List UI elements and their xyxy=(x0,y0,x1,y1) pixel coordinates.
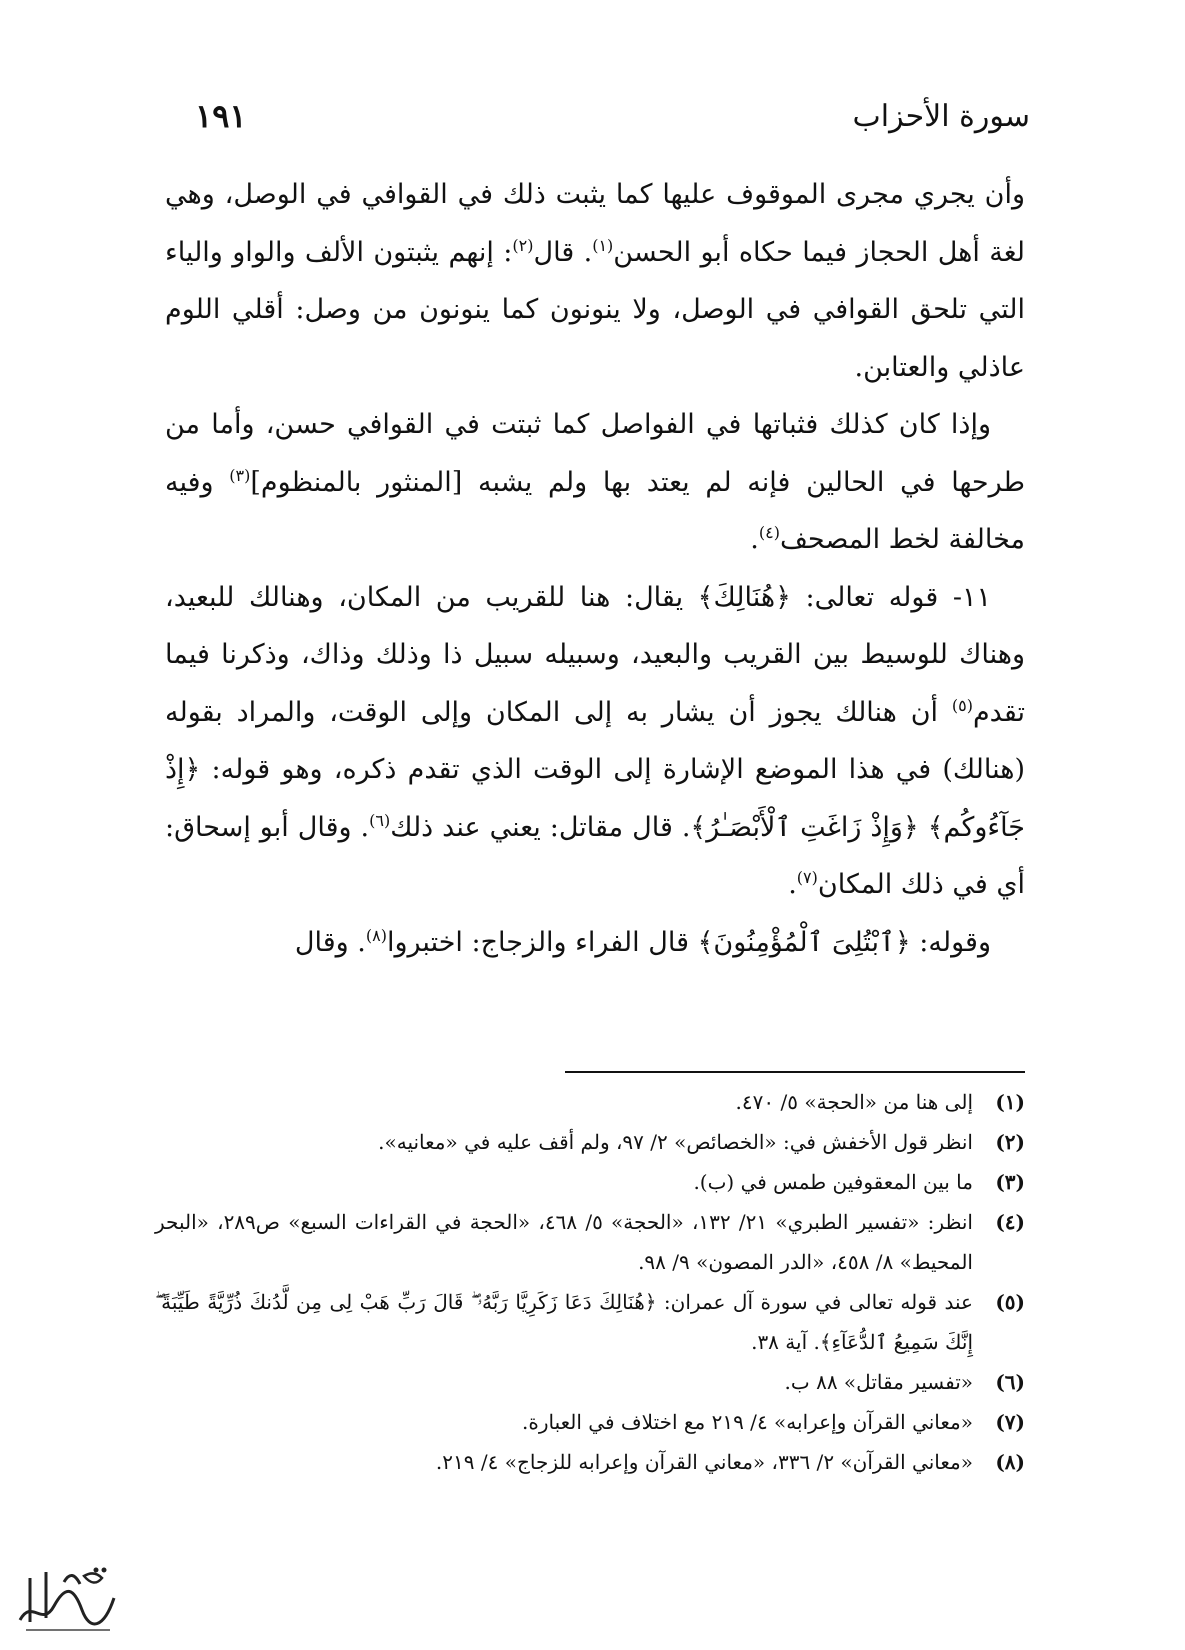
footnote-number: (٥) xyxy=(995,1290,1025,1314)
paragraph-4: وقوله: ﴿ٱبْتُلِىَ ٱلْمُؤْمِنُونَ﴾ قال الفراء والزجاج: اختبروا$^{(٨)}$. وقال xyxy=(294,925,991,958)
footnote-item xyxy=(155,1402,1025,1442)
footnote-text: «تفسير مقاتل» ٨٨ ب. xyxy=(784,1370,973,1394)
footnote-ref-2[interactable]: (٢) xyxy=(512,235,534,255)
footnote-text: «معاني القرآن وإعرابه» ٤/ ٢١٩ مع اختلاف في العبارة. xyxy=(522,1410,973,1434)
calligraphy-stamp-icon xyxy=(12,1558,122,1638)
footnote-number: (٦) xyxy=(995,1370,1025,1394)
footnote-ref-5[interactable]: (٥) xyxy=(951,695,973,715)
footnote-item xyxy=(155,1082,1025,1122)
footnote-ref-8[interactable]: (٨) xyxy=(365,925,387,945)
footnote-item xyxy=(155,1122,1025,1162)
footnote-text: عند قوله تعالى في سورة آل عمران: ﴿هُنَالِكَ دَعَا زَكَرِيَّا رَبَّهُۥ ۖ قَالَ رَبِّ هَبْ لِى مِن لَّدُنكَ ذُرِّيَّةً طَيِّبَةً ۖ إِنَّكَ سَمِيعُ ٱلدُّعَآءِ﴾. آية ٣٨. xyxy=(155,1290,973,1354)
footnote-number: (٢) xyxy=(995,1130,1025,1154)
footnote-text: انظر قول الأخفش في: «الخصائص» ٢/ ٩٧، ولم أقف عليه في «معانيه». xyxy=(378,1130,973,1154)
paragraph-3: ١١- قوله تعالى: ﴿هُنَالِكَ﴾ يقال: هنا للقريب من المكان، وهنالك للبعيد، وهناك للوسيط بين القريب والبعيد، وسبيله سبيل ذا وذلك وذاك، وذكرنا فيما تقدم$^{(٥)}$ أن هنالك يجوز أن يشار به إلى المكان وإلى الوقت، والمراد بقوله (هنالك) في هذا الموضع الإشارة إلى الوقت الذي تقدم ذكره، وهو قوله: ﴿إِذْ جَآءُوكُم﴾ ﴿وَإِذْ زَاغَتِ ٱلْأَبْصَـٰرُ﴾. قال مقاتل: يعني عند ذلك$^{(٦)}$. وقال أبو إسحاق: أي في ذلك المكان$^{(٧)}$. xyxy=(165,581,1025,900)
footnote-item xyxy=(155,1442,1025,1482)
footnotes xyxy=(155,1082,1025,1482)
footnote-text: إلى هنا من «الحجة» ٥/ ٤٧٠. xyxy=(735,1090,973,1114)
footnote-number: (٤) xyxy=(995,1210,1025,1234)
footnote-separator xyxy=(565,1071,1025,1073)
footnote-number: (٣) xyxy=(995,1170,1025,1194)
surah-title: سورة الأحزاب xyxy=(852,98,1030,134)
footnote-number: (١) xyxy=(995,1090,1025,1114)
footnote-text: «معاني القرآن» ٢/ ٣٣٦، «معاني القرآن وإعرابه للزجاج» ٤/ ٢١٩. xyxy=(435,1450,973,1474)
footnote-text: ما بين المعقوفين طمس في (ب). xyxy=(693,1170,973,1194)
footnote-ref-3[interactable]: (٣) xyxy=(229,465,251,485)
footnote-ref-7[interactable]: (٧) xyxy=(796,868,818,887)
footnote-item xyxy=(155,1282,1025,1362)
footnote-ref-1[interactable]: (١) xyxy=(592,235,614,255)
footnote-item xyxy=(155,1202,1025,1282)
page-number: ١٩١ xyxy=(195,97,247,135)
paragraph-1: وأن يجري مجرى الموقوف عليها كما يثبت ذلك في القوافي في الوصل، وهي لغة أهل الحجاز فيما حكاه أبو الحسن$^{(١)}$. قال$^{(٢)}$: إنهم يثبتون الألف والواو والياء التي تلحق القوافي في الوصل، ولا ينونون كما ينونون من وصل: أقلي اللوم عاذلي والعتابن. xyxy=(165,179,1026,383)
footnote-item xyxy=(155,1362,1025,1402)
page-header xyxy=(195,92,1030,140)
main-text xyxy=(165,166,1025,971)
footnote-text: انظر: «تفسير الطبري» ٢١/ ١٣٢، «الحجة» ٥/ ٤٦٨، «الحجة في القراءات السبع» ص٢٨٩، «البحر المحيط» ٨/ ٤٥٨، «الدر المصون» ٩/ ٩٨. xyxy=(155,1210,973,1274)
footnote-ref-4[interactable]: (٤) xyxy=(758,523,780,542)
footnote-item xyxy=(155,1162,1025,1202)
library-stamp-logo xyxy=(12,1558,122,1638)
footnote-number: (٨) xyxy=(995,1450,1025,1474)
paragraph-2: وإذا كان كذلك فثباتها في الفواصل كما ثبتت في القوافي حسن، وأما من طرحها في الحالين فإنه لم يعتد بها ولم يشبه [المنثور بالمنظوم]$^{(٣)}$ وفيه مخالفة لخط المصحف$^{(٤)}$. xyxy=(165,409,1025,555)
footnote-number: (٧) xyxy=(995,1410,1025,1434)
footnote-ref-6[interactable]: (٦) xyxy=(369,810,391,830)
